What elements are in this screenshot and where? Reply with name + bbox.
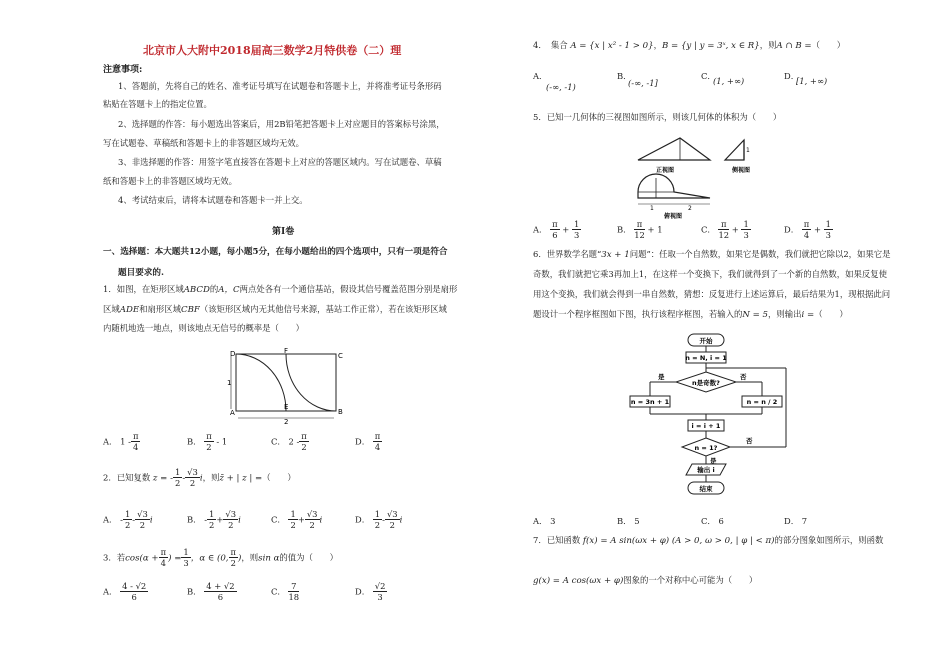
q1-option-b[interactable] bbox=[187, 432, 227, 452]
option-letter: C． bbox=[701, 71, 716, 81]
frac-den: 3 bbox=[183, 558, 189, 569]
flow-cond-one-label: n = 1? bbox=[694, 444, 718, 452]
flow-even-step-label: n = n / 2 bbox=[746, 398, 778, 406]
label-height: 1 bbox=[227, 379, 232, 387]
label-a: A bbox=[230, 409, 235, 417]
q1-text: 和扇形区域 bbox=[139, 304, 181, 314]
frac-num: 7 bbox=[288, 582, 299, 592]
option-letter: A． bbox=[533, 71, 548, 81]
q3-option-c[interactable] bbox=[271, 582, 299, 602]
q2-option-c[interactable] bbox=[271, 510, 322, 530]
q3-fraction bbox=[159, 548, 169, 568]
q7-math: f(x) = A sin(ωx + φ) bbox=[582, 536, 670, 546]
frac-den: 4 bbox=[133, 442, 139, 453]
option-fraction bbox=[741, 220, 750, 240]
q6-option-b[interactable] bbox=[617, 515, 640, 527]
q4-text: 4． 集合 bbox=[533, 40, 568, 50]
option-text: + bbox=[216, 514, 224, 525]
q4-option-d-value: [1, +∞) bbox=[796, 76, 828, 86]
frac-den: 2 bbox=[228, 520, 234, 531]
flow-start-label: 开始 bbox=[699, 337, 713, 345]
q3-math: sin α bbox=[258, 553, 280, 564]
option-text: 7 bbox=[801, 516, 808, 526]
option-fraction bbox=[131, 432, 141, 452]
option-letter: B． bbox=[187, 586, 202, 597]
option-fraction bbox=[305, 510, 320, 530]
option-fraction bbox=[204, 432, 214, 452]
option-text: 5 bbox=[634, 516, 640, 526]
q3-option-b[interactable] bbox=[187, 582, 237, 602]
q5-three-views-figure bbox=[632, 130, 780, 220]
q1-math: A，C bbox=[218, 285, 240, 295]
q4-math: A ∩ B = bbox=[776, 41, 812, 51]
flow-odd-step-label: n = 3n + 1 bbox=[630, 398, 670, 406]
flow-no: 否 bbox=[740, 373, 747, 381]
option-fraction bbox=[572, 220, 581, 240]
option-letter: C． bbox=[701, 516, 716, 526]
label-top-view: 俯视图 bbox=[664, 213, 683, 220]
q5-option-c[interactable]: C． $\frac{\pi}{12}$ + $\frac{1}{3}$ bbox=[701, 219, 749, 241]
q4-stem bbox=[533, 41, 845, 51]
frac-num: 1 bbox=[290, 509, 296, 519]
q2-math: z = - bbox=[152, 473, 173, 484]
flow-yes: 是 bbox=[658, 373, 665, 381]
q1-line2 bbox=[103, 305, 447, 315]
frac-den: 6 bbox=[217, 592, 224, 603]
q6-math: i = bbox=[801, 310, 815, 320]
q3-fraction bbox=[229, 547, 242, 569]
note-line: 粘贴在答题卡上的指定位置。 bbox=[103, 99, 212, 109]
frac-num: 1 bbox=[209, 509, 215, 519]
option-letter: D． bbox=[784, 516, 800, 526]
flow-no-2: 否 bbox=[746, 437, 753, 445]
option-letter: C． bbox=[271, 436, 286, 447]
label-front-view: 正视图 bbox=[656, 167, 675, 174]
frac-den: 3 bbox=[377, 592, 383, 603]
label-side-height: 1 bbox=[746, 147, 750, 154]
option-letter: D． bbox=[784, 71, 800, 81]
flow-increment-label: i = i + 1 bbox=[691, 422, 721, 430]
label-c: C bbox=[338, 352, 343, 360]
option-fraction bbox=[135, 510, 150, 530]
frac-num: √3 bbox=[225, 509, 237, 519]
q4-text: ，则 bbox=[759, 40, 777, 50]
frac-num: π bbox=[160, 547, 167, 557]
frac-num: π bbox=[230, 547, 237, 557]
frac-den: 2 bbox=[189, 478, 196, 489]
option-fraction bbox=[288, 582, 299, 602]
q1-text: 1．如图，在矩形区域 bbox=[103, 284, 184, 294]
q2-stem bbox=[103, 468, 296, 488]
q7-math: g(x) = A cos(ωx + φ) bbox=[533, 576, 624, 586]
frac-den: 2 bbox=[301, 442, 307, 453]
q1-text: 的 bbox=[209, 284, 219, 294]
option-text: - bbox=[382, 514, 385, 525]
note-line: 2、选择题的作答：每小题选出答案后，用2B铅笔把答题卡上对应题目的答案标号涂黑， bbox=[118, 119, 445, 129]
frac-num: 1 bbox=[743, 219, 749, 229]
frac-den: 6 bbox=[131, 592, 137, 603]
option-letter: B． bbox=[187, 514, 202, 525]
label-top-width-2: 2 bbox=[688, 205, 692, 212]
q2-fraction bbox=[173, 468, 182, 488]
frac-num: π bbox=[374, 431, 381, 441]
label-f: F bbox=[284, 348, 289, 355]
q1-text: （该矩形区域内无其他信号来源，基站工作正常），若在该矩形区域 bbox=[199, 304, 447, 314]
frac-den: 4 bbox=[374, 442, 381, 453]
option-text: i bbox=[149, 515, 153, 526]
side-view bbox=[725, 140, 744, 160]
q1-option-a[interactable] bbox=[103, 432, 140, 452]
label-e: E bbox=[284, 403, 289, 411]
q6-option-d[interactable] bbox=[784, 515, 807, 527]
q6-line3: 用这个变换，我们就会得到一串自然数，猜想：反复进行上述运算后，最后结果为1，现根据此问 bbox=[533, 289, 891, 299]
q3-option-d[interactable] bbox=[355, 582, 387, 602]
q6-line1 bbox=[533, 250, 891, 260]
arc-cbf bbox=[286, 354, 336, 411]
q3-text: ，则 bbox=[241, 552, 259, 563]
q6-line2: 奇数，我们就把它乘3再加上1，在这样一个变换下，我们就得到了一个新的自然数，如果反复使 bbox=[533, 269, 888, 279]
q2-text: 2．已知复数 bbox=[103, 472, 151, 483]
option-letter: A． bbox=[533, 224, 548, 235]
option-text: - bbox=[132, 514, 136, 525]
q4-option-c-value: (1, +∞) bbox=[713, 76, 745, 86]
q7-line2 bbox=[533, 576, 757, 586]
frac-num: √3 bbox=[386, 509, 398, 519]
arc-ade bbox=[236, 354, 289, 411]
flow-end-label: 结束 bbox=[699, 485, 713, 493]
front-view bbox=[638, 138, 710, 160]
q2-text: ，则 bbox=[202, 472, 220, 483]
frac-den: 2 bbox=[230, 558, 236, 569]
note-line: 4、考试结束后，请将本试题卷和答题卡一并上交。 bbox=[118, 195, 308, 205]
q3-text: 3．若 bbox=[103, 552, 126, 563]
label-top-width-1: 1 bbox=[650, 205, 654, 212]
q6-text: 问题”：任取一个自然数，如果它是偶数，我们就把它除以2，如果它是 bbox=[629, 249, 891, 259]
option-letter: B． bbox=[617, 71, 632, 81]
option-fraction bbox=[120, 582, 148, 602]
q4-math: A = {x | x² - 1 > 0} bbox=[570, 41, 654, 51]
option-fraction bbox=[824, 220, 833, 240]
option-letter: B． bbox=[187, 436, 202, 447]
q2-math: z̄ + | z | = bbox=[219, 473, 263, 484]
top-view bbox=[638, 174, 710, 198]
frac-den: 12 bbox=[718, 230, 730, 241]
frac-num: 4 - √2 bbox=[122, 581, 147, 591]
q3-math: ) = bbox=[168, 553, 182, 564]
q3-math: ) bbox=[238, 553, 242, 564]
option-text: + bbox=[297, 514, 305, 525]
frac-num: 1 bbox=[825, 219, 831, 229]
option-letter: A． bbox=[103, 436, 118, 447]
q7-text: 7．已知函数 bbox=[533, 535, 581, 545]
frac-den: 2 bbox=[124, 520, 131, 531]
q6-math: N = 5 bbox=[742, 310, 769, 320]
frac-num: π bbox=[803, 219, 810, 229]
frac-num: √3 bbox=[306, 509, 318, 519]
option-text: i bbox=[399, 515, 403, 526]
frac-den: 3 bbox=[573, 230, 580, 241]
q4-text: ， bbox=[653, 40, 662, 50]
frac-den: 2 bbox=[206, 442, 212, 453]
frac-num: π bbox=[634, 220, 645, 230]
option-text: - bbox=[204, 514, 208, 525]
option-text: 2 - bbox=[288, 436, 300, 447]
option-fraction bbox=[373, 432, 383, 452]
q7-math: (A > 0, ω > 0, | φ | < π) bbox=[671, 536, 775, 546]
frac-den: 2 bbox=[174, 478, 181, 489]
option-fraction bbox=[718, 220, 729, 240]
q6-text: （ ） bbox=[814, 309, 848, 319]
option-text: - bbox=[120, 514, 123, 525]
option-text: 6 bbox=[718, 516, 724, 526]
q6-option-a[interactable] bbox=[533, 515, 555, 527]
q3-math: ，α ∈ (0, bbox=[190, 553, 229, 564]
option-fraction bbox=[207, 510, 216, 530]
option-fraction bbox=[123, 510, 132, 530]
frac-den: 2 bbox=[139, 520, 146, 531]
q2-option-b[interactable] bbox=[187, 510, 241, 530]
option-fraction bbox=[802, 220, 812, 240]
q4-option-a-value: (-∞, -1) bbox=[546, 82, 576, 92]
frac-den: 6 bbox=[552, 230, 558, 241]
q1-option-d[interactable] bbox=[355, 432, 382, 452]
q5-stem: 5．已知一几何体的三视图如图所示，则该几何体的体积为（ ） bbox=[533, 112, 782, 122]
note-line: 写在试题卷、草稿纸和答题卡上的非答题区域均无效。 bbox=[103, 138, 304, 148]
option-letter: C． bbox=[701, 224, 716, 235]
frac-den: 18 bbox=[288, 592, 300, 603]
option-letter: D． bbox=[355, 586, 371, 597]
frac-num: π bbox=[552, 219, 558, 229]
q2-option-a[interactable] bbox=[103, 510, 153, 530]
frac-num: 1 bbox=[374, 509, 381, 519]
q6-flowchart bbox=[628, 330, 793, 500]
option-text: 3 bbox=[550, 516, 556, 526]
q7-text: 图象的一个对称中心可能为（ ） bbox=[623, 575, 758, 585]
q1-math: ADE bbox=[119, 305, 140, 315]
option-letter: A． bbox=[103, 514, 118, 525]
q6-text: ，则输出 bbox=[768, 309, 802, 319]
q4-option-b-value: (-∞, -1] bbox=[628, 78, 658, 88]
option-letter: D． bbox=[784, 224, 800, 235]
q4-option-a[interactable] bbox=[533, 70, 547, 82]
frac-num: 1 bbox=[183, 547, 189, 557]
q4-text: （ ） bbox=[811, 40, 846, 50]
option-letter: B． bbox=[617, 224, 632, 235]
q3-text: 的值为（ ） bbox=[279, 552, 339, 563]
frac-den: 4 bbox=[803, 230, 810, 241]
q1-text: 区域 bbox=[103, 304, 120, 314]
option-fraction bbox=[373, 510, 382, 530]
notes-heading: 注意事项: bbox=[103, 65, 143, 75]
q1-rectangle-figure bbox=[226, 348, 348, 424]
paper-title: 北京市人大附中2018届高三数学2月特供卷（二）理 bbox=[143, 44, 402, 57]
q6-text: 6．世界数学名题“ bbox=[533, 249, 602, 259]
frac-num: π bbox=[132, 431, 139, 441]
q5-option-d[interactable]: D． $\frac{\pi}{4}$ + $\frac{1}{3}$ bbox=[784, 219, 831, 241]
frac-num: π bbox=[301, 431, 307, 441]
frac-num: π bbox=[206, 431, 212, 441]
q3-math: cos(α + bbox=[125, 553, 159, 564]
label-d: D bbox=[230, 350, 236, 358]
option-fraction bbox=[223, 510, 238, 530]
q6-text: 题设计一个程序框图如下图，执行该程序框图，若输入的 bbox=[533, 309, 743, 319]
frac-den: 3 bbox=[743, 230, 749, 241]
option-text: 1 bbox=[657, 224, 663, 235]
frac-num: √3 bbox=[187, 467, 198, 477]
q1-option-c[interactable] bbox=[271, 432, 309, 452]
option-text: 1 - bbox=[120, 436, 131, 447]
flow-output-label: 输出 i bbox=[697, 466, 715, 474]
q1-text: 两点处各有一个通信基站，假设其信号覆盖范围分别是扇形 bbox=[239, 284, 458, 294]
frac-den: 2 bbox=[309, 520, 315, 531]
label-side-view: 侧视图 bbox=[732, 167, 751, 174]
option-fraction bbox=[385, 510, 400, 530]
frac-den: 4 bbox=[160, 558, 167, 569]
frac-den: 3 bbox=[825, 230, 831, 241]
option-fraction bbox=[204, 582, 236, 602]
option-fraction bbox=[373, 582, 388, 602]
frac-num: 1 bbox=[573, 219, 580, 229]
option-fraction bbox=[634, 220, 645, 240]
frac-den: 2 bbox=[389, 520, 395, 531]
option-letter: A． bbox=[533, 516, 548, 526]
option-letter: D． bbox=[355, 436, 371, 447]
q3-stem bbox=[103, 548, 338, 568]
part-heading-cont: 题目要求的. bbox=[118, 268, 164, 278]
q5-option-b[interactable]: B． $\frac{\pi}{12}$ + 1 bbox=[617, 219, 663, 241]
option-text: - 1 bbox=[216, 436, 228, 447]
option-text: i bbox=[238, 515, 241, 526]
frac-num: π bbox=[718, 220, 729, 230]
q1-line1 bbox=[103, 285, 457, 295]
option-letter: A． bbox=[103, 586, 118, 597]
section-heading: 第Ⅰ卷 bbox=[272, 227, 295, 237]
q2-text: （ ） bbox=[262, 472, 296, 483]
flow-cond-odd-label: n是奇数? bbox=[692, 379, 720, 387]
option-letter: D． bbox=[355, 514, 371, 525]
q2-math: i bbox=[199, 473, 203, 484]
frac-num: √2 bbox=[374, 581, 386, 591]
flow-yes-2: 是 bbox=[710, 457, 717, 465]
frac-den: 2 bbox=[290, 520, 296, 531]
option-fraction bbox=[299, 432, 309, 452]
note-line: 纸和答题卡上的非答题区域均无效。 bbox=[103, 176, 237, 186]
note-line: 3、非选择题的作答：用签字笔直接答在答题卡上对应的答题区域内。写在试题卷、草稿 bbox=[118, 157, 442, 167]
q4-math: B = {y | y = 3ˣ, x ∈ R} bbox=[661, 41, 760, 51]
note-line: 1、答题前，先将自己的姓名、准考证号填写在试题卷和答题卡上，并将准考证号条形码 bbox=[118, 81, 442, 91]
option-letter: C． bbox=[271, 514, 286, 525]
option-letter: B． bbox=[617, 516, 632, 526]
flow-input-label: n = N, i = 1 bbox=[685, 354, 727, 362]
frac-den: 12 bbox=[634, 230, 645, 241]
frac-num: 1 bbox=[124, 509, 131, 519]
q6-line4 bbox=[533, 310, 848, 320]
q2-option-d[interactable] bbox=[355, 510, 402, 530]
option-fraction bbox=[288, 510, 297, 530]
q6-option-c[interactable] bbox=[701, 515, 724, 527]
frac-num: √3 bbox=[137, 509, 148, 519]
label-b: B bbox=[338, 408, 343, 416]
q1-math: ABCD bbox=[183, 285, 210, 295]
q1-line3: 内随机地选一地点，则该地点无信号的概率是（ ） bbox=[103, 323, 304, 333]
q7-line1 bbox=[533, 536, 883, 546]
frac-den: 2 bbox=[209, 520, 215, 531]
frac-num: 1 bbox=[174, 467, 181, 477]
option-letter: C． bbox=[271, 586, 286, 597]
label-width: 2 bbox=[284, 418, 289, 424]
q2-fraction bbox=[185, 468, 200, 488]
q3-fraction bbox=[181, 548, 190, 568]
q3-option-a[interactable] bbox=[103, 582, 148, 602]
q6-math: 3x + 1 bbox=[601, 250, 630, 260]
part-heading: 一、选择题：本大题共12小题，每小题5分，在每小题给出的四个选项中，只有一项是符合 bbox=[103, 247, 448, 257]
frac-num: 4 + √2 bbox=[206, 581, 235, 591]
q7-text: 的部分图象如图所示，则函数 bbox=[774, 535, 884, 545]
q1-math: CBF bbox=[181, 305, 200, 315]
q2-math: - bbox=[182, 472, 186, 483]
frac-den: 2 bbox=[374, 520, 381, 531]
option-text: i bbox=[319, 515, 323, 526]
option-fraction bbox=[550, 220, 560, 240]
q5-option-a[interactable]: A． $\frac{\pi}{6}$ + $\frac{1}{3}$ bbox=[533, 219, 580, 241]
